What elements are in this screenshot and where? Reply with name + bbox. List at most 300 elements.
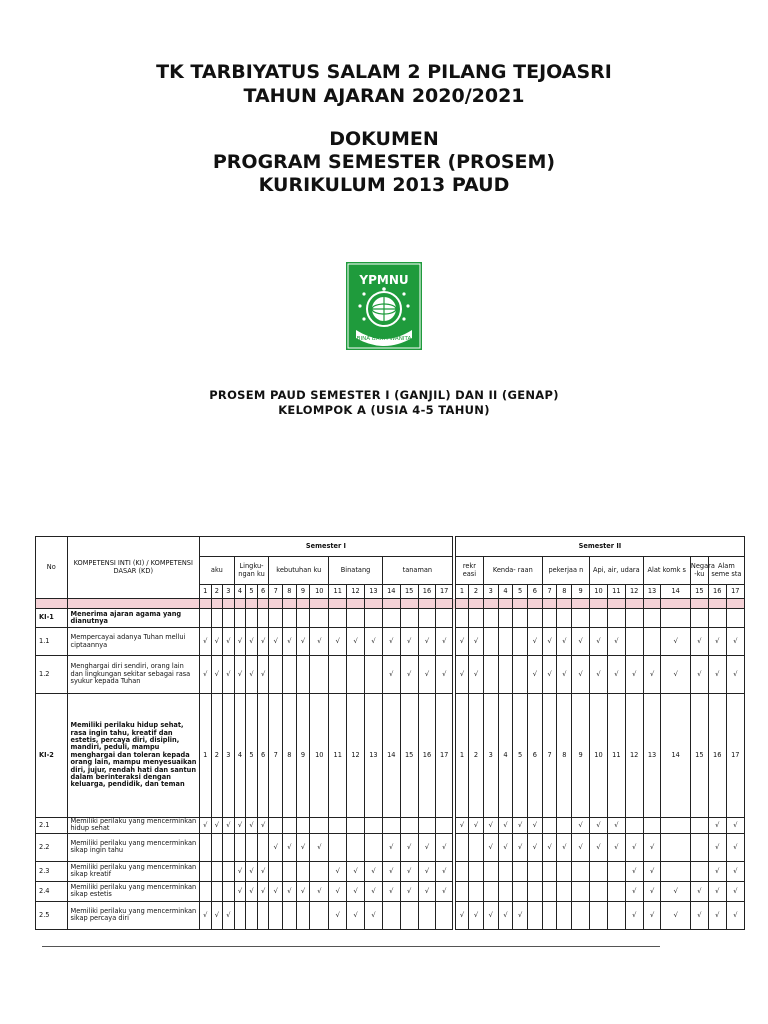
ki2-week-s2: 7 [542,694,557,818]
week-s1-15: 15 [400,585,418,599]
separator-cell [572,599,590,609]
ki2-week-s2: 4 [498,694,513,818]
ki2-week-s2: 2 [469,694,484,818]
check-cell [269,861,283,881]
week-s1-2: 2 [211,585,223,599]
check-cell: √ [436,833,454,861]
check-cell [469,881,484,901]
check-cell: √ [257,861,269,881]
separator-cell [557,599,572,609]
check-cell [418,901,436,929]
empty-cell [528,609,543,628]
check-cell: √ [347,901,365,929]
ki2-week-s1: 4 [234,694,246,818]
week-s1-3: 3 [223,585,235,599]
week-s1-1: 1 [200,585,212,599]
check-cell: √ [708,818,726,834]
check-cell: √ [625,833,643,861]
check-cell [246,833,258,861]
check-cell: √ [643,833,661,861]
check-cell [690,833,708,861]
check-cell: √ [590,818,608,834]
check-cell: √ [454,818,469,834]
ki1-description: Menerima ajaran agama yang dianutnya [67,609,199,628]
separator-cell [223,599,235,609]
ki2-week-s1: 5 [246,694,258,818]
prosem-subtitle: PROSEM PAUD SEMESTER I (GANJIL) DAN II (GENAP) [209,388,559,402]
theme-kebutuhan: kebutuhan ku [269,557,329,585]
check-cell [364,656,382,694]
separator-cell [36,599,68,609]
col-header-no: No [36,537,68,599]
check-cell: √ [347,628,365,656]
empty-cell [513,609,528,628]
theme-aku: aku [200,557,235,585]
check-cell [454,881,469,901]
check-cell: √ [269,881,283,901]
separator-cell [590,599,608,609]
week-s2-9: 9 [572,585,590,599]
check-cell [513,628,528,656]
check-cell: √ [296,833,310,861]
check-cell: √ [200,656,212,694]
check-cell [257,833,269,861]
check-cell: √ [557,833,572,861]
prosem-table [35,536,745,930]
empty-cell [483,609,498,628]
separator-cell [329,599,347,609]
ki2-week-s2: 6 [528,694,543,818]
separator-cell [234,599,246,609]
separator-cell [690,599,708,609]
check-cell [528,861,543,881]
ypmnu-logo [346,262,422,350]
separator-cell [310,599,329,609]
kd-number: 2.3 [36,861,68,881]
check-cell [513,881,528,901]
semester-1-header: Semester I [200,537,454,557]
check-cell: √ [726,861,744,881]
check-cell: √ [382,628,400,656]
separator-cell [528,599,543,609]
check-cell [528,881,543,901]
check-cell: √ [498,901,513,929]
kd-number: 2.1 [36,818,68,834]
theme-rekreasi: rekr easi [454,557,483,585]
empty-cell [469,609,484,628]
check-cell: √ [364,861,382,881]
check-cell: √ [329,881,347,901]
week-s1-6: 6 [257,585,269,599]
document-label: DOKUMEN [329,128,439,150]
program-title: PROGRAM SEMESTER (PROSEM) [212,151,556,173]
check-cell: √ [690,901,708,929]
empty-cell [418,609,436,628]
empty-cell [400,609,418,628]
empty-cell [726,609,744,628]
separator-cell [296,599,310,609]
week-s2-5: 5 [513,585,528,599]
separator-cell [67,599,199,609]
kd-number: 1.2 [36,656,68,694]
check-cell: √ [382,861,400,881]
week-s2-2: 2 [469,585,484,599]
check-cell: √ [528,656,543,694]
separator-cell [246,599,258,609]
theme-lingkungan: Lingku- ngan ku [234,557,269,585]
kd-description: Mempercayai adanya Tuhan mellui ciptaannya [67,628,199,656]
ki2-week-s1: 16 [418,694,436,818]
check-cell [296,818,310,834]
ki2-week-s1: 14 [382,694,400,818]
check-cell: √ [329,861,347,881]
check-cell: √ [590,628,608,656]
group-subtitle: KELOMPOK A (USIA 4-5 TAHUN) [278,403,490,417]
ki2-week-s1: 1 [200,694,212,818]
week-s1-17: 17 [436,585,454,599]
kd-number: 1.1 [36,628,68,656]
check-cell: √ [607,818,625,834]
check-cell [661,861,690,881]
check-cell: √ [625,881,643,901]
check-cell [200,861,212,881]
check-cell: √ [296,628,310,656]
check-cell [310,656,329,694]
week-s1-16: 16 [418,585,436,599]
empty-cell [310,609,329,628]
separator-cell [283,599,297,609]
check-cell [329,656,347,694]
check-cell: √ [400,656,418,694]
table-row [36,818,745,834]
theme-kendaraan: Kenda- raan [483,557,542,585]
check-cell: √ [211,901,223,929]
check-cell: √ [572,818,590,834]
ki2-week-s2: 10 [590,694,608,818]
table-row [36,656,745,694]
week-s1-10: 10 [310,585,329,599]
week-s2-14: 14 [661,585,690,599]
check-cell: √ [643,881,661,901]
check-cell: √ [708,833,726,861]
check-cell: √ [513,901,528,929]
check-cell: √ [625,901,643,929]
check-cell: √ [690,628,708,656]
check-cell: √ [246,861,258,881]
check-cell: √ [454,628,469,656]
check-cell: √ [572,656,590,694]
theme-api-air-udara: Api, air, udara [590,557,644,585]
check-cell [542,901,557,929]
check-cell [483,656,498,694]
check-cell: √ [418,861,436,881]
kd-description: Memiliki perilaku yang mencerminkan sikap estetis [67,881,199,901]
ki1-number: KI-1 [36,609,68,628]
check-cell: √ [483,901,498,929]
week-s2-15: 15 [690,585,708,599]
check-cell: √ [528,833,543,861]
logo-top-text: YPMNU [359,273,409,287]
week-s2-10: 10 [590,585,608,599]
theme-negaraku: Negara -ku [690,557,708,585]
check-cell [542,818,557,834]
week-s2-11: 11 [607,585,625,599]
separator-cell [483,599,498,609]
check-cell: √ [246,881,258,901]
check-cell: √ [211,818,223,834]
week-s1-8: 8 [283,585,297,599]
ki2-week-s2: 15 [690,694,708,818]
check-cell: √ [400,628,418,656]
check-cell: √ [590,656,608,694]
week-s1-12: 12 [347,585,365,599]
check-cell [310,901,329,929]
check-cell: √ [436,861,454,881]
check-cell [436,818,454,834]
check-cell [590,861,608,881]
check-cell [690,861,708,881]
check-cell [557,818,572,834]
check-cell: √ [400,861,418,881]
separator-cell [726,599,744,609]
check-cell [557,881,572,901]
check-cell [257,901,269,929]
check-cell [223,881,235,901]
separator-cell [211,599,223,609]
check-cell [283,861,297,881]
ki2-row [36,694,745,818]
separator-cell [269,599,283,609]
table-row [36,861,745,881]
check-cell: √ [483,818,498,834]
check-cell [234,833,246,861]
school-name: TK TARBIYATUS SALAM 2 PILANG TEJOASRI [156,61,612,83]
check-cell: √ [498,818,513,834]
week-s2-1: 1 [454,585,469,599]
ki2-week-s1: 12 [347,694,365,818]
ki2-week-s2: 5 [513,694,528,818]
week-s1-7: 7 [269,585,283,599]
check-cell: √ [364,628,382,656]
check-cell: √ [436,656,454,694]
check-cell [211,881,223,901]
check-cell: √ [246,818,258,834]
ki2-week-s1: 13 [364,694,382,818]
check-cell: √ [590,833,608,861]
check-cell: √ [498,833,513,861]
week-s2-12: 12 [625,585,643,599]
week-s2-13: 13 [643,585,661,599]
week-s2-4: 4 [498,585,513,599]
empty-cell [296,609,310,628]
check-cell: √ [211,628,223,656]
check-cell: √ [661,881,690,901]
check-cell: √ [269,833,283,861]
separator-cell [436,599,454,609]
empty-cell [364,609,382,628]
separator-cell [364,599,382,609]
check-cell [557,861,572,881]
check-cell: √ [542,656,557,694]
separator-cell [382,599,400,609]
ki2-week-s2: 12 [625,694,643,818]
check-cell [469,833,484,861]
check-cell [223,833,235,861]
check-cell: √ [726,833,744,861]
check-cell: √ [283,833,297,861]
empty-cell [234,609,246,628]
check-cell [269,656,283,694]
check-cell: √ [643,656,661,694]
ki2-week-s1: 17 [436,694,454,818]
week-s1-5: 5 [246,585,258,599]
check-cell [557,901,572,929]
week-s2-7: 7 [542,585,557,599]
check-cell: √ [347,861,365,881]
check-cell: √ [382,881,400,901]
check-cell: √ [469,656,484,694]
ki2-week-s2: 17 [726,694,744,818]
empty-cell [347,609,365,628]
ki2-week-s2: 11 [607,694,625,818]
separator-cell [661,599,690,609]
separator-cell [643,599,661,609]
check-cell [690,818,708,834]
check-cell [483,881,498,901]
ki2-week-s2: 1 [454,694,469,818]
check-cell: √ [454,656,469,694]
kd-description: Memiliki perilaku yang mencerminkan hidup sehat [67,818,199,834]
table-row [36,881,745,901]
check-cell [418,818,436,834]
week-s1-9: 9 [296,585,310,599]
week-s2-3: 3 [483,585,498,599]
empty-cell [643,609,661,628]
check-cell: √ [607,628,625,656]
empty-cell [329,609,347,628]
check-cell: √ [234,628,246,656]
check-cell [329,818,347,834]
check-cell: √ [542,833,557,861]
check-cell [347,818,365,834]
kd-number: 2.2 [36,833,68,861]
separator-cell [542,599,557,609]
check-cell: √ [726,818,744,834]
check-cell: √ [643,901,661,929]
check-cell [625,628,643,656]
separator-cell [625,599,643,609]
check-cell: √ [726,901,744,929]
table-row [36,901,745,929]
empty-cell [498,609,513,628]
check-cell [590,901,608,929]
check-cell: √ [513,818,528,834]
check-cell [364,833,382,861]
check-cell: √ [400,833,418,861]
check-cell: √ [200,818,212,834]
check-cell [607,881,625,901]
kd-number: 2.4 [36,881,68,901]
empty-cell [283,609,297,628]
check-cell [296,901,310,929]
check-cell [382,901,400,929]
week-s2-6: 6 [528,585,543,599]
academic-year: TAHUN AJARAN 2020/2021 [243,85,525,107]
check-cell: √ [469,901,484,929]
week-s1-14: 14 [382,585,400,599]
check-cell [498,881,513,901]
check-cell [347,833,365,861]
check-cell [400,818,418,834]
check-cell: √ [557,628,572,656]
check-cell: √ [234,881,246,901]
week-s1-11: 11 [329,585,347,599]
check-cell: √ [690,656,708,694]
ki2-week-s1: 15 [400,694,418,818]
check-cell: √ [418,656,436,694]
week-s1-4: 4 [234,585,246,599]
check-cell [572,861,590,881]
empty-cell [572,609,590,628]
theme-pekerjaan: pekerjaa n [542,557,589,585]
week-s2-8: 8 [557,585,572,599]
check-cell: √ [200,628,212,656]
check-cell [483,628,498,656]
check-cell [572,881,590,901]
check-cell [329,833,347,861]
check-cell [661,818,690,834]
empty-cell [211,609,223,628]
empty-cell [590,609,608,628]
empty-cell [557,609,572,628]
check-cell [572,901,590,929]
check-cell: √ [211,656,223,694]
check-cell [483,861,498,881]
check-cell [498,628,513,656]
separator-cell [400,599,418,609]
check-cell: √ [418,628,436,656]
check-cell [542,861,557,881]
check-cell: √ [329,628,347,656]
check-cell: √ [483,833,498,861]
check-cell [382,818,400,834]
ki2-week-s1: 3 [223,694,235,818]
separator-cell [708,599,726,609]
check-cell [469,861,484,881]
check-cell [436,901,454,929]
empty-cell [625,609,643,628]
check-cell: √ [572,833,590,861]
check-cell: √ [557,656,572,694]
check-cell [498,656,513,694]
check-cell [310,818,329,834]
separator-cell [513,599,528,609]
empty-cell [661,609,690,628]
ki2-week-s2: 8 [557,694,572,818]
check-cell: √ [643,861,661,881]
check-cell [454,833,469,861]
check-cell: √ [296,881,310,901]
check-cell: √ [234,861,246,881]
check-cell: √ [661,628,690,656]
check-cell: √ [257,628,269,656]
theme-binatang: Binatang [329,557,383,585]
empty-cell [708,609,726,628]
check-cell [513,656,528,694]
check-cell [200,881,212,901]
ki2-description: Memiliki perilaku hidup sehat, rasa ingin tahu, kreatif dan estetis, percaya diri, disiplin, mandiri, peduli, mampu menghargai dan toleran kepada orang lain, mampu menyesuaikan diri, jujur, rendah hati dan santun dalam berinteraksi dengan keluarga, pendidik, dan teman [67,694,199,818]
empty-cell [542,609,557,628]
